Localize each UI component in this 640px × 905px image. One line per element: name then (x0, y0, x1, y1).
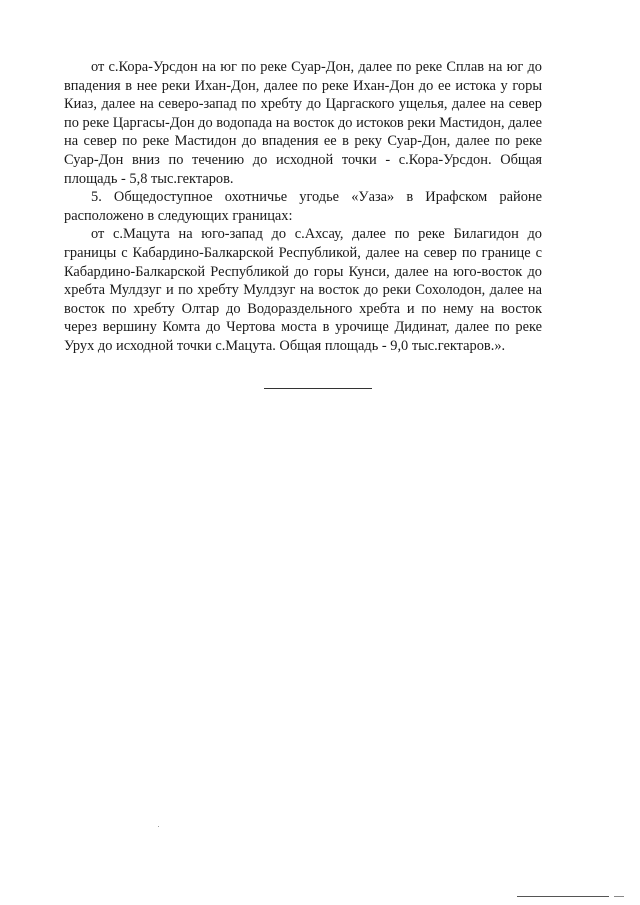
scan-speck (158, 826, 159, 827)
document-body (64, 58, 542, 356)
section-end-divider (264, 388, 372, 389)
paragraph-boundary-kora-ursdon: от с.Кора-Урсдон на юг по реке Суар-Дон, далее по реке Сплав на юг до впадения в нее реки Ихан-Дон, далее по реке Ихан-Дон до ее истока у горы Киаз, далее на северо-запад по хребту до Царгаского ущелья, далее на север по реке Царгасы-Дон до водопада на восток до истоков реки Мастидон, далее на север по реке Мастидон до впадения ее в реку Суар-Дон, далее по реке Суар-Дон вниз по течению до исходной точки - с.Кора-Урсдон. Общая площадь - 5,8 тыс.гектаров. (64, 59, 542, 187)
footer-dash (614, 896, 624, 897)
footer-rule (517, 896, 609, 897)
paragraph-boundary-macuta: от с.Мацута на юго-запад до с.Ахсау, далее по реке Билагидон до границы с Кабардино-Балкарской Республикой, далее на север по границе с Кабардино-Балкарской Республикой до горы Кунси, далее на юго-восток до хребта Мулдзуг и по хребту Мулдзуг на восток до реки Сохолодон, далее на восток по хребту Олтар до Водораздельного хребта и по нему на восток через вершину Комта до Чертова моста в урочище Дидинат, далее по реке Урух до исходной точки с.Мацута. Общая площадь - 9,0 тыс.гектаров.». (64, 226, 542, 354)
paragraph-item-5-uaza: 5. Общедоступное охотничье угодье «Уаза» в Ирафском районе расположено в следующих границах: (64, 189, 542, 224)
